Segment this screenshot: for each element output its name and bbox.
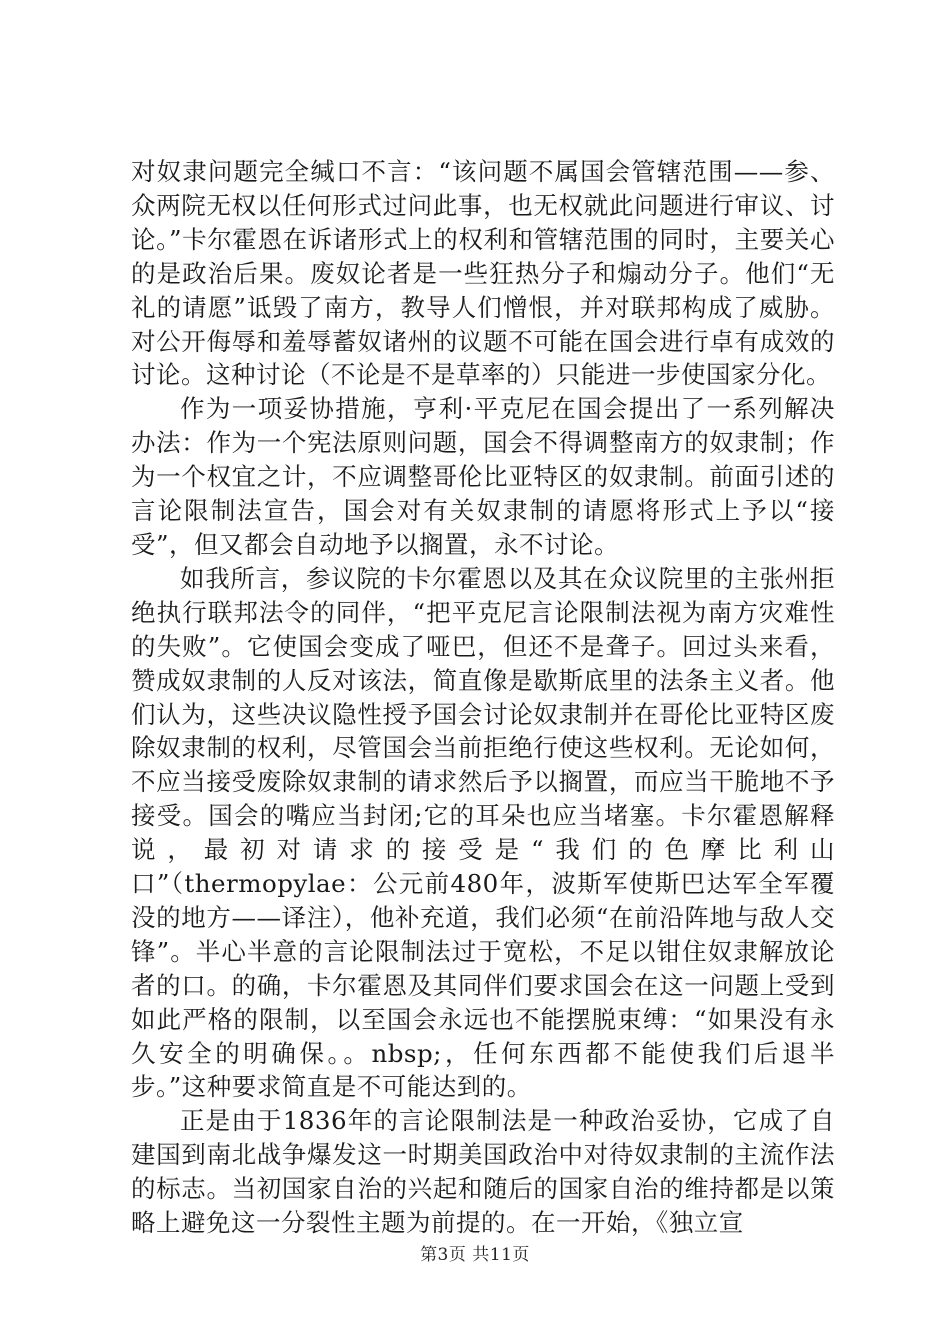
- page-number: 第3页 共11页: [420, 1245, 530, 1265]
- paragraph-4: 正是由于1836年的言论限制法是一种政治妥协，它成了自建国到南北战争爆发这一时期美国政治中对待奴隶制的主流作法的标志。当初国家自治的兴起和随后的国家自治的维持都是以策略上避免这一分裂性主题为前提的。在一开始，《独立宣: [131, 1106, 835, 1238]
- paragraph-3: 如我所言，参议院的卡尔霍恩以及其在众议院里的主张州拒绝执行联邦法令的同伴，“把平克尼言论限制法视为南方灾难性的失败”。它使国会变成了哑巴，但还不是聋子。回过头来看，赞成奴隶制的人反对该法，简直像是歇斯底里的法条主义者。他们认为，这些决议隐性授予国会讨论奴隶制并在哥伦比亚特区废除奴隶制的权利，尽管国会当前拒绝行使这些权利。无论如何，不应当接受废除奴隶制的请求然后予以搁置，而应当干脆地不予接受。国会的嘴应当封闭;它的耳朵也应当堵塞。卡尔霍恩解释说，最初对请求的接受是“我们的色摩比利山口”（thermopylae：公元前480年，波斯军使斯巴达军全军覆没的地方——译注），他补充道，我们必须“在前沿阵地与敌人交锋”。半心半意的言论限制法过于宽松，不足以钳住奴隶解放论者的口。的确，卡尔霍恩及其同伴们要求国会在这一问题上受到如此严格的限制，以至国会永远也不能摆脱束缚：“如果没有永久安全的明确保。。nbsp;，任何东西都不能使我们后退半步。”这种要求简直是不可能达到的。: [131, 563, 835, 1102]
- paragraph-1: 对奴隶问题完全缄口不言：“该问题不属国会管辖范围——参、众两院无权以任何形式过问此事，也无权就此问题进行审议、讨论。”卡尔霍恩在诉诸形式上的权利和管辖范围的同时，主要关心的是政治后果。废奴论者是一些狂热分子和煽动分子。他们“无礼的请愿”诋毁了南方，教导人们憎恨，并对联邦构成了威胁。对公开侮辱和羞辱蓄奴诸州的议题不可能在国会进行卓有成效的讨论。这种讨论（不论是不是草率的）只能进一步使国家分化。: [131, 157, 835, 390]
- document-body: [131, 155, 835, 1240]
- page-footer: [0, 1240, 950, 1265]
- paragraph-2: 作为一项妥协措施，亨利·平克尼在国会提出了一系列解决办法：作为一个宪法原则问题，国会不得调整南方的奴隶制；作为一个权宜之计，不应调整哥伦比亚特区的奴隶制。前面引述的言论限制法宣告，国会对有关奴隶制的请愿将形式上予以“接受”，但又都会自动地予以搁置，永不讨论。: [131, 394, 835, 559]
